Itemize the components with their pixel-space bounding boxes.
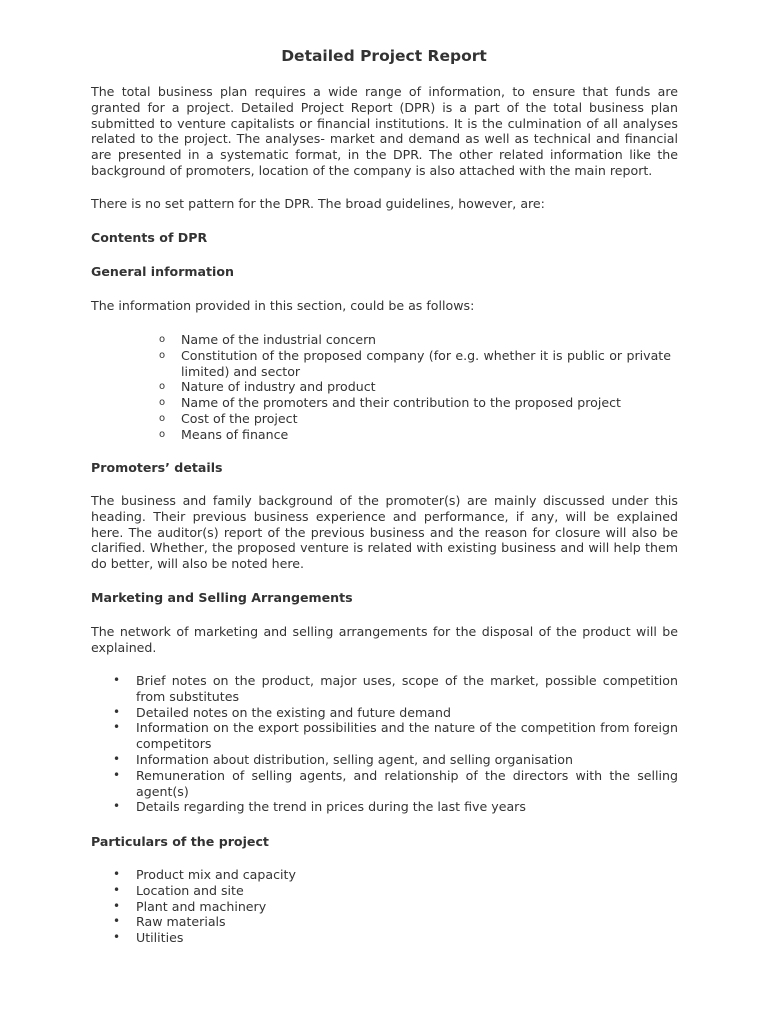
promoters-heading: Promoters’ details (91, 460, 223, 475)
promoters-paragraph: The business and family background of the promoter(s) are mainly discussed under this heading. Their previous business experience and performance, if any, will be explained here. The auditor(s) report of the previous business and the reason for closure will also be clarified. Whether, the proposed venture is related with existing business and will help them do better, will also be noted here. (91, 493, 678, 572)
list-item: • Brief notes on the product, major uses, scope of the market, possible competition from substitutes (136, 673, 678, 705)
list-item: • Location and site (136, 883, 678, 899)
list-item: • Details regarding the trend in prices during the last five years (136, 799, 678, 815)
intro-paragraph: The total business plan requires a wide range of information, to ensure that funds are granted for a project. Detailed Project Report (DPR) is a part of the total business plan submitted to venture capitalists or financial institutions. It is the culmination of all analyses related to the project. The analyses- market and demand as well as technical and financial are presented in a systematic format, in the DPR. The other related information like the background of promoters, location of the company is also attached with the main report. (91, 84, 678, 178)
list-item: o Nature of industry and product (181, 379, 671, 395)
list-item: o Name of the industrial concern (181, 332, 671, 348)
list-item: • Raw materials (136, 914, 678, 930)
particulars-list (136, 867, 678, 946)
marketing-intro: The network of marketing and selling arrangements for the disposal of the product will be explained. (91, 624, 678, 655)
list-item: • Plant and machinery (136, 899, 678, 915)
marketing-heading: Marketing and Selling Arrangements (91, 590, 353, 605)
list-item: o Name of the promoters and their contribution to the proposed project (181, 395, 671, 411)
list-item: • Information about distribution, selling agent, and selling organisation (136, 752, 678, 768)
general-info-intro: The information provided in this section, could be as follows: (91, 298, 475, 313)
list-item: • Detailed notes on the existing and future demand (136, 705, 678, 721)
list-item: • Product mix and capacity (136, 867, 678, 883)
list-item: o Means of finance (181, 427, 671, 443)
list-item: • Information on the export possibilities and the nature of the competition from foreign competitors (136, 720, 678, 752)
general-info-heading: General information (91, 264, 234, 279)
list-item: • Utilities (136, 930, 678, 946)
document-title: Detailed Project Report (281, 47, 487, 65)
list-item: • Remuneration of selling agents, and relationship of the directors with the selling agent(s) (136, 768, 678, 800)
contents-heading: Contents of DPR (91, 230, 208, 245)
marketing-list (136, 673, 678, 815)
guidelines-paragraph: There is no set pattern for the DPR. The broad guidelines, however, are: (91, 196, 545, 211)
list-item: o Constitution of the proposed company (for e.g. whether it is public or private limited) and sector (181, 348, 671, 380)
general-info-list (181, 332, 671, 443)
list-item: o Cost of the project (181, 411, 671, 427)
particulars-heading: Particulars of the project (91, 834, 269, 849)
